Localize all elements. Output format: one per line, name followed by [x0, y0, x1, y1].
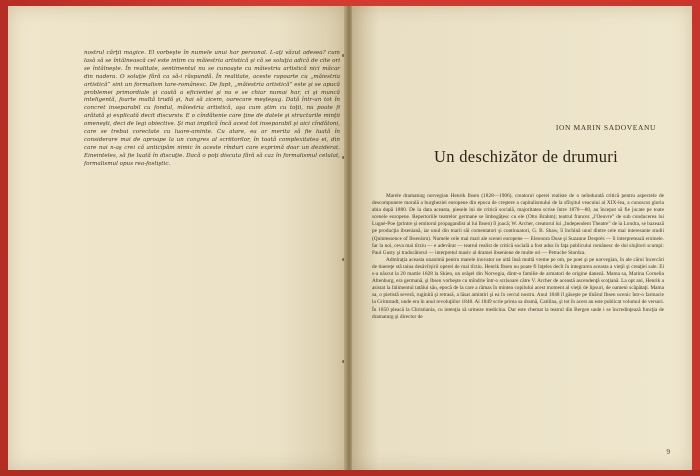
article-title: Un deschizător de drumuri — [434, 147, 618, 166]
book-cover-bottom — [0, 470, 700, 476]
left-page — [8, 6, 346, 470]
left-paragraph: nostrul cărţii magice. El vorbeşte în numele unui har personal. L-aţi văzut adesea? cum lasă să se întâlnească cel este intim cu măiestria artistică şi că se soluţia adică de cite ori se întâlneşte. În realitate, sentimentul nu se cunoaşte cu măiestria artistică nici măcar din nadera. O soluţie fără ca să-i răspundă. În realitate, aceste rapoarte cu „măiestria artistică” sint un formalism tare-românesc. De fapt, „măiestria artistică” este şi se apucă problemei primordiale şi caută a eficientei şi nu e se chiar numai har, ci şi muncă inteligentă, foarte multă trudă şi, hai să zicem, oarecare meşteşug. Dată într-un tot în concret inseparabil cu fondul, măiestria artistică, aşa cum ştim cu toţii, nu poate fi arătată şi explicată decit discursiv. E o cîndătenie care ţine de datele şi structurile minţii omeneşti, deci de legi obiective. Şi mai implică încă acest tot inseparabil şi aici cîndătoni, care se trebui corectate cu luare-aminte. Cu atare, ea ar merita să fie luată în considerare mai de aproape la un congres al scriitorilor, în toată complexitatea ei, din care nai n-aş crei că anticipăm nimic în aceste rînduri care exprimă doar un deziderat. Eineinteles, să fie luată în discuţie. Dacă o poţi discuta fără să caz în formalismul celulat, formalismul opus rea-fostiştic. — [84, 50, 340, 167]
article-body — [372, 193, 664, 321]
author-name: ION MARIN SADOVEANU — [555, 123, 656, 132]
page-number: 9 — [666, 448, 670, 456]
article-paragraph: Admiraţia aceasta unanimă pentru marele inovator ne uită însă multă vreme pe om, pe poet şi pe norvegian, în ale cărui încercări de tinereţe stă taina desăvîrşirii operei de mai tîrziu. Henrik Ibsen nu poate fi înţeles decît în integrarea aceasta a vieţii şi creaţiei sale. El s-a născut la 20 martie 1828 la Skien, un orăşel din Norvegia, dintr-o familie de armatori de origine daneză. Mama sa, Marina Cornelia Altenburg, era germană, şi Ibsen vorbeşte cu mîndrie într-o scrisoare către V. Archer de această ascendenţă scoţiană. La opt ani, Henrik a asistat la falimentul tatălui său, epocă de la care a rămas în mintea copilului acest moment al vieţii de lipsuri, de oameni scăpătaţi. Mama sa, o pietistă severă, ruginită şi retrasă, a lăsat amintiri şi ea în cercul nostru. Anul 1848 îl găseşte pe tînărul Ibsen ucenic într-o farmacie la Grimstadt, unde era în anul revoluţiilor 1848. Ai 1849 scrie prima sa dramă, Catilina, şi tot în acest an este publicat volumul de versuri. În 1850 pleacă la Christiania, cu intenţia să urmeze medicina. Dar este chemat la teatrul din Bergen unde i se încredinţează funcţia de dramaturg şi director de — [372, 256, 664, 320]
left-page-text — [84, 50, 340, 169]
article-paragraph: Marele dramaturg norvegian Henrik Ibsen (1828—1906), creatorul operei realiste de o neîndurată critică pentru aspectele de descompunere morală a burgheziei europene din epoca de creştere a capitalismului de la sfîrşitul veacului al XIX-lea, a cunoscut gloria abia după 1880. De la data aceasta, piesele lui de critică socială, majoritatea scrise între 1870—80, au început să fie jucate pe toate scenele europene. Repertoriile teatrelor germane se îmbogăţesc cu ele (Otto Brahm); teatrul francez „l'Oeuvre” de sub conducerea lui Lugné-Poe (printre şi emitorul propagandist al lui Ibsen) îl joacă; W. Archer, creatorul lui „Independent Theatre” de la Londra, se bazează pe producţia ibseniană, iar unul din marii săi comentatori şi continuatori, G. B. Shaw, îi închină unul dintre cele mai interesante studii (Quintessence of Ibsenism). Numele cele mai mari ale scenei europene — Eleonora Duse şi Suzanne Després — îi interpretează eroinele. Iar la noi, ceva mai tîrziu — e adevărat — teatrul realist de critică socială a fost adus în faţa publicului românesc de doi slujitori scumpi: Paul Gusty şi traducătorul — interpretul masiv al dramei ibseniene de multe ori — Petrache Sturdza. — [372, 193, 664, 256]
right-page — [352, 6, 692, 470]
